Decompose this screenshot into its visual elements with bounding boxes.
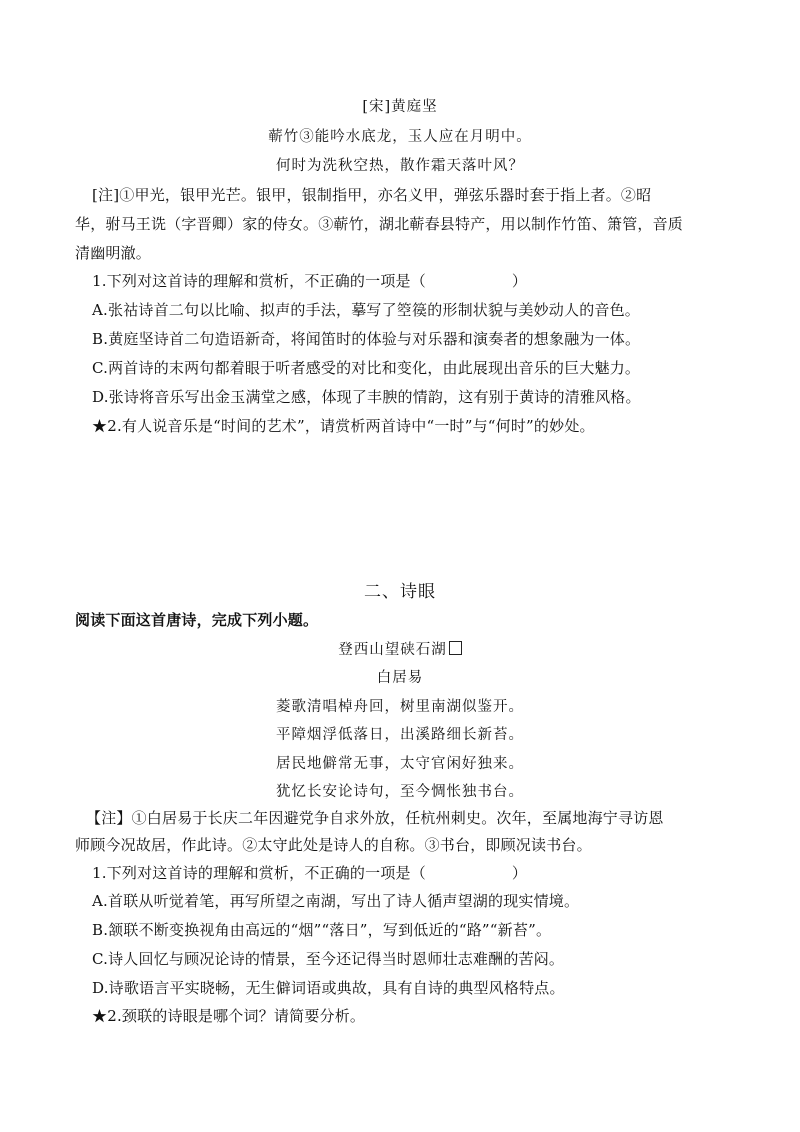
- note2-line-2: 师顾今况故居，作此诗。②太守此处是诗人的自称。③书台，即顾况读书台。: [75, 836, 592, 854]
- q1-option-c: C.两首诗的末两句都着眼于听者感受的对比和变化，由此展现出音乐的巨大魅力。: [92, 359, 641, 377]
- square-box-icon: [449, 641, 462, 655]
- q3-stem: [92, 862, 527, 884]
- note1-line-2: 华，驸马王诜（字晋卿）家的侍女。③蕲竹，湖北蕲春县特产，用以制作竹笛、箫管，音质: [75, 215, 684, 233]
- q1-stem-close: ）: [511, 272, 528, 290]
- q4-stem: ★2.颈联的诗眼是哪个词？请简要分析。: [92, 1007, 366, 1025]
- q1-option-d: D.张诗将音乐写出金玉满堂之感，体现了丰腴的情韵，这有别于黄诗的清雅风格。: [92, 388, 641, 406]
- q3-option-a: A.首联从听觉着笔，再写所望之南湖，写出了诗人循声望湖的现实情境。: [92, 892, 580, 910]
- note1-line-1: [注]①甲光，银甲光芒。银甲，银制指甲，亦名义甲，弹弦乐器时套于指上者。②昭: [92, 186, 652, 204]
- q1-option-a: A.张祜诗首二句以比喻、拟声的手法，摹写了箜篌的形制状貌与美妙动人的音色。: [92, 301, 641, 319]
- poem2-author: 白居易: [376, 670, 424, 686]
- q3-option-d: D.诗歌语言平实晓畅，无生僻词语或典故，具有自诗的典型风格特点。: [92, 979, 565, 997]
- poem1-line-1: 蕲竹③能吟水底龙，玉人应在月明中。: [268, 129, 532, 145]
- note2-line-1: 【注】①白居易于长庆二年因避党争自求外放，任杭州刺史。次年，至属地海宁寻访恩: [86, 809, 664, 827]
- poem2-line-1: 菱歌清唱棹舟回，树里南湖似鉴开。: [276, 699, 524, 715]
- q3-option-b: B.颔联不断变换视角由高远的“烟”“落日”，写到低近的“路”“新苔”。: [92, 921, 552, 939]
- q3-stem-close: ）: [511, 864, 528, 882]
- poem2-title-text: 登西山望硖石湖: [338, 642, 447, 658]
- q3-stem-text: 1.下列对这首诗的理解和赏析，不正确的一项是（: [92, 864, 426, 882]
- poem2-line-4: 犹忆长安论诗句，至今惆怅独书台。: [276, 784, 524, 800]
- poem2-title: [0, 639, 800, 661]
- q2-stem: ★2.有人说音乐是“时间的艺术”，请赏析两首诗中“一时”与“何时”的妙处。: [92, 417, 595, 435]
- poem2-line-2: 平障烟浮低落日，出溪路细长新苔。: [276, 727, 524, 743]
- q3-option-c: C.诗人回忆与顾况论诗的情景，至今还记得当时恩师壮志难酬的苦闷。: [92, 950, 565, 968]
- note1-line-3: 清幽明澈。: [75, 244, 152, 262]
- section-instruction: 阅读下面这首唐诗，完成下列小题。: [75, 611, 319, 629]
- poem2-line-3: 居民地僻常无事，太守官闲好独来。: [276, 756, 524, 772]
- poem1-author: [宋]黄庭坚: [362, 99, 438, 115]
- q1-stem-text: 1.下列对这首诗的理解和赏析，不正确的一项是（: [92, 272, 426, 290]
- q1-option-b: B.黄庭坚诗首二句造语新奇，将闻笛时的体验与对乐器和演奏者的想象融为一体。: [92, 330, 641, 348]
- q1-stem: [92, 270, 527, 292]
- poem1-line-2: 何时为洗秋空热，散作霜天落叶风？: [276, 158, 524, 174]
- section-title: 二、诗眼: [364, 582, 436, 602]
